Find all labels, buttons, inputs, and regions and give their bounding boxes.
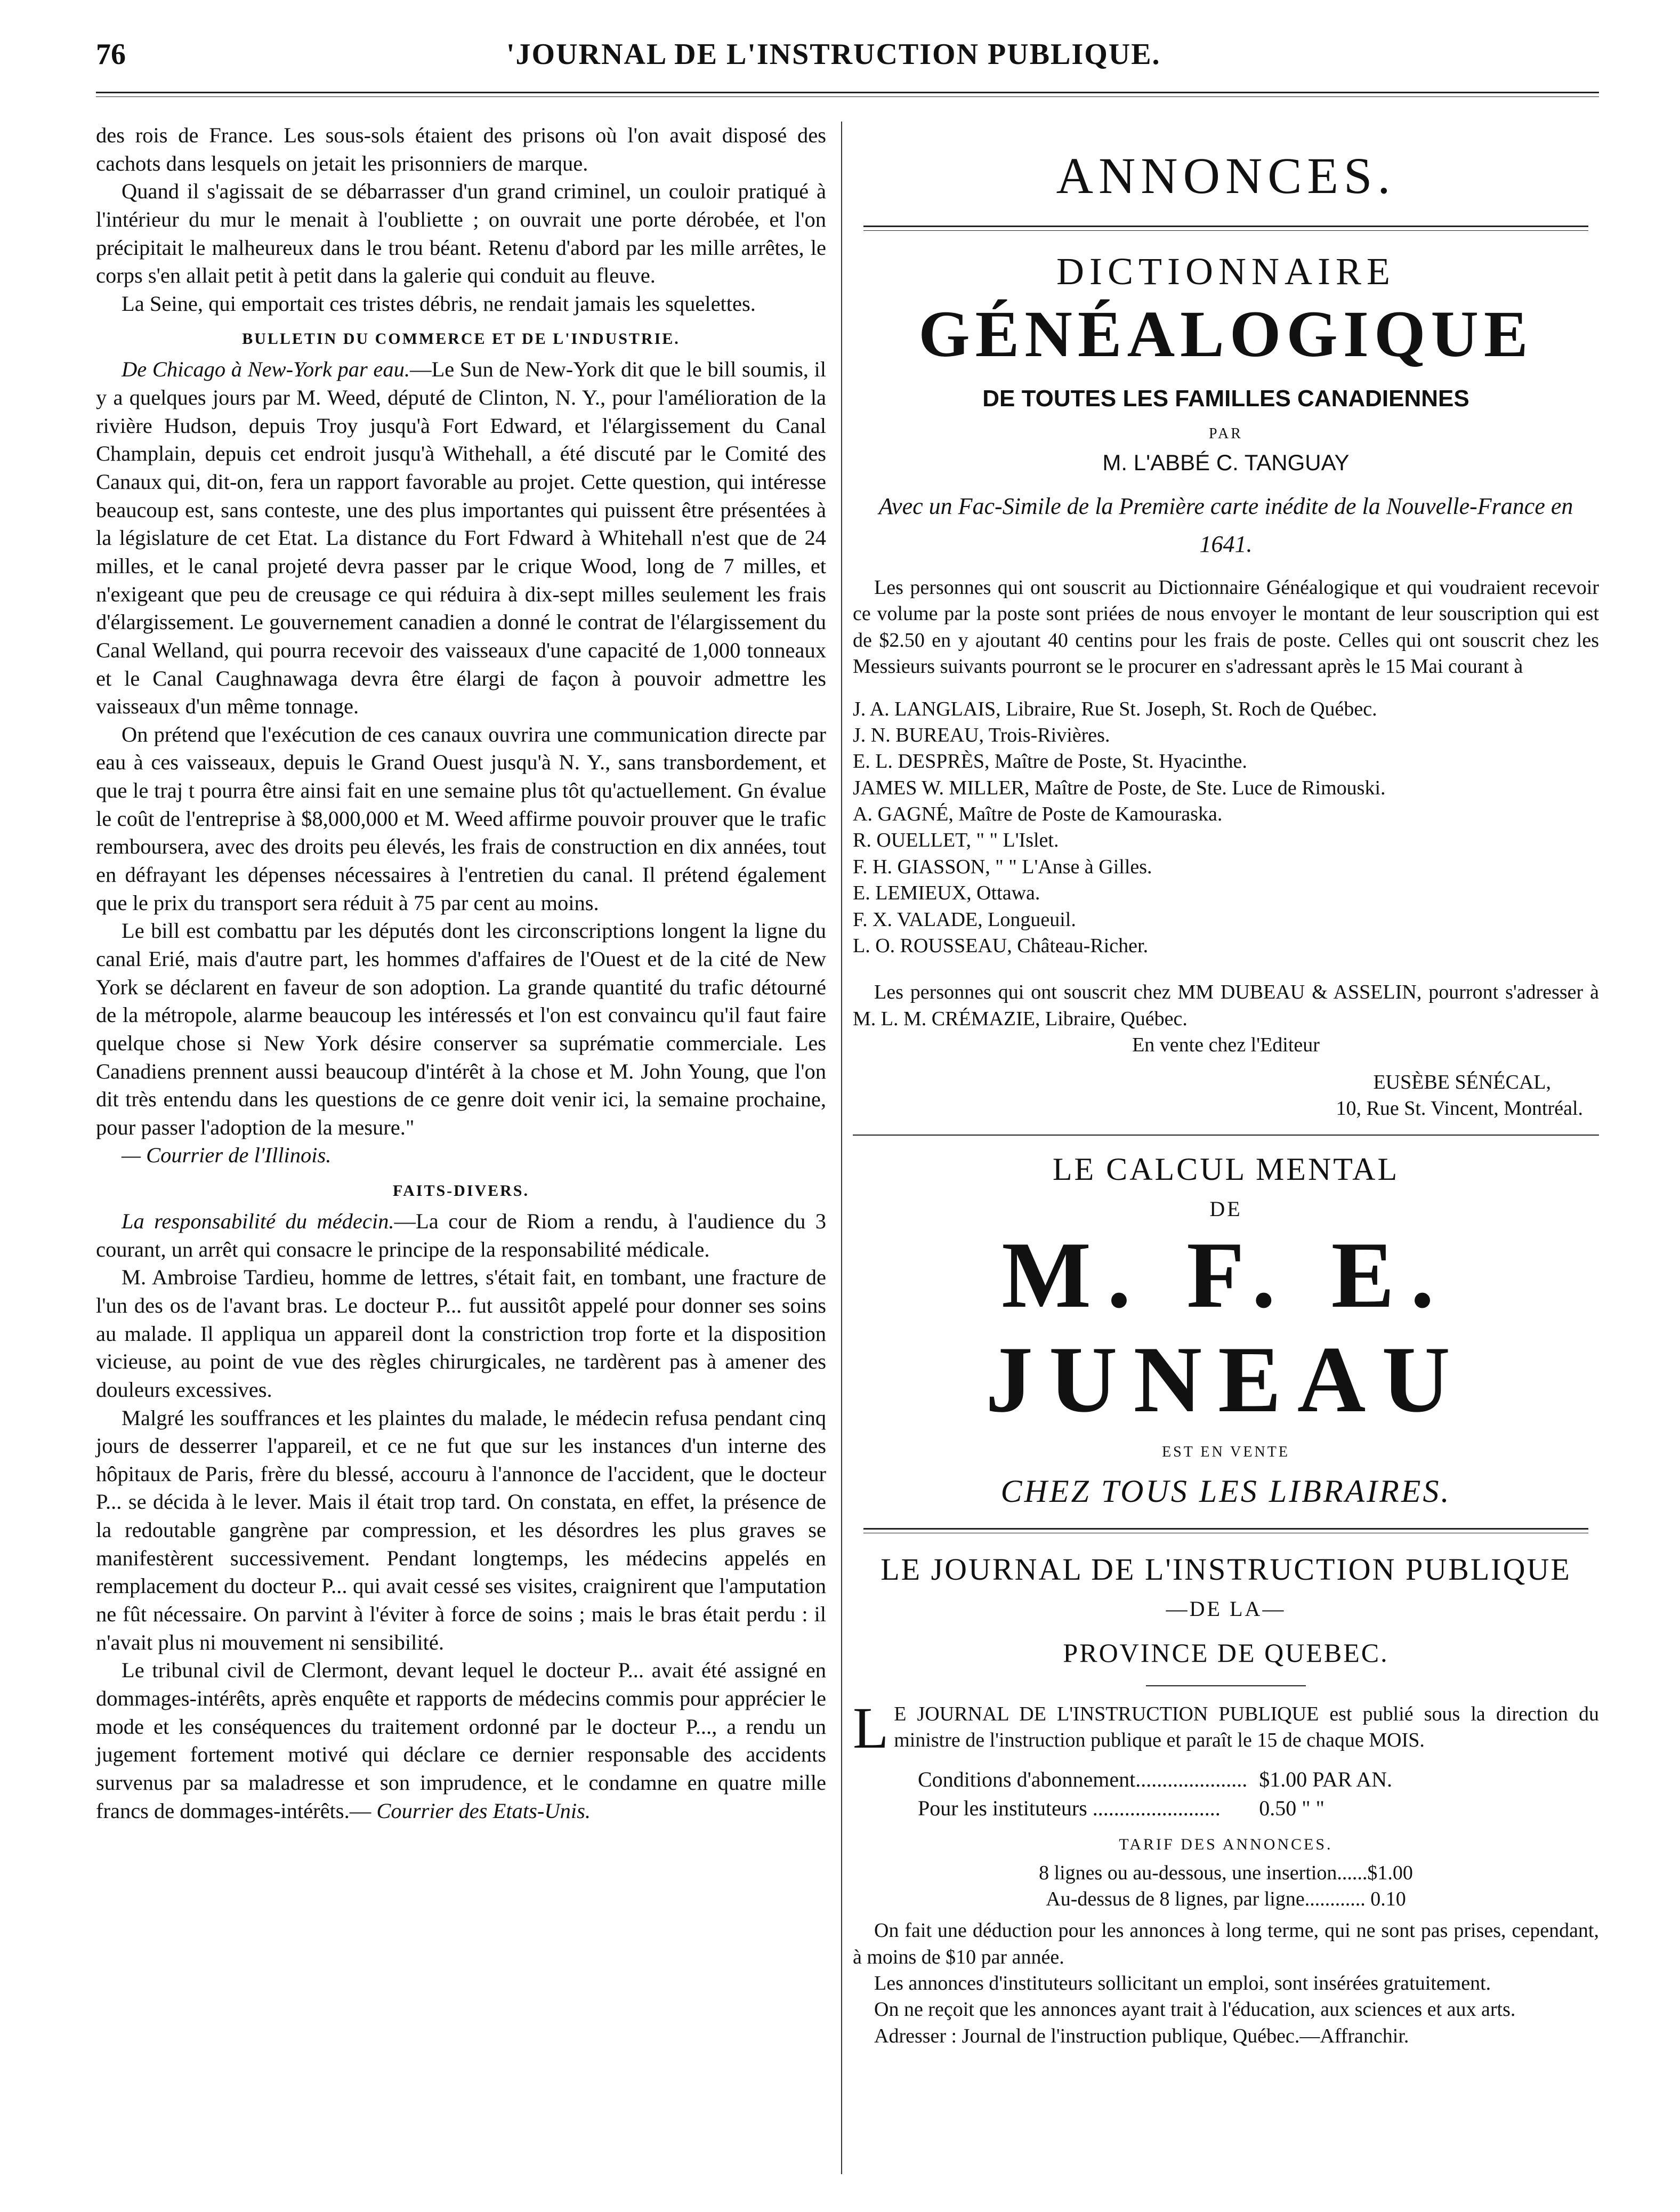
running-title: 'JOURNAL DE L'INSTRUCTION PUBLIQUE.: [506, 38, 1161, 71]
journal-title: LE JOURNAL DE L'INSTRUCTION PUBLIQUE: [881, 1552, 1571, 1587]
subscription-label: Conditions d'abonnement.....................: [918, 1767, 1248, 1791]
faits-divers-heading: FAITS-DIVERS.: [393, 1182, 529, 1200]
est-en-vente: EST EN VENTE: [1162, 1443, 1290, 1460]
list-item: JAMES W. MILLER, Maître de Poste, de Ste. Luce de Rimouski.: [853, 776, 1386, 799]
list-item: F. X. VALADE, Longueuil.: [853, 908, 1076, 931]
faits-paragraph-1: [96, 1208, 826, 1264]
author-name: M. L'ABBÉ C. TANGUAY: [1102, 449, 1350, 475]
publisher-name: EUSÈBE SÉNÉCAL,: [1373, 1071, 1551, 1093]
bulletin-text: —Le Sun de New-York dit que le bill soumis, il y a quelques jours par M. Weed, député de Clinton, N. Y., pour l'amélioration de la rivière Hudson, depuis Troy jusqu'à Fort Edward, et l'élargissement du Canal Champlain, depuis cet endroit jusqu'à Withehall, a été discuté par le Comité des Canaux qui, dit-on, fera un rapport favorable au projet. Cette question, qui intéresse beaucoup est, sans conteste, une des plus importantes qui puissent être présentées à la législature de cet Etat. La distance du Fort Fdward à Whitehall n'est que de 24 milles, et le canal projeté devra passer par le crique Wood, long de 7 milles, et n'exigeant que peu de creusage ce qui réduira à dix-sept milles seulement les frais d'élargissement. Le gouvernement canadien a donné le contrat de l'élargissement du Canal Welland, qui pourra recevoir des vaisseaux d'une capacité de 1,000 tonneaux et le Canal Caughnawaga devra être élargi de façon à pouvoir admettre les vaisseaux d'un même tonnage.: [96, 357, 826, 719]
journal-province: PROVINCE DE QUEBEC.: [1063, 1637, 1389, 1668]
subscription-label: Pour les instituteurs ........................: [918, 1796, 1221, 1820]
divider: [853, 1135, 1599, 1136]
bulletin-paragraph-3: Le bill est combattu par les députés dont les circonscriptions longent la ligne du canal Erié, mais d'autre part, les hommes d'affaires de l'Ouest et de la cité de New York se déclarent en faveur de son adoption. La grande quantité du trafic détourné de la métropole, alarme beaucoup les intéressés et l'on est convaincu qu'il faut faire quelque chose si New York désire conserver sa suprématie commerciale. Les Canadiens prennent aussi beaucoup d'intérêt à la chose et M. John Young, que l'on dit très entendu dans les questions de ce genre doit venir ici, la semaine prochaine, pour passer l'adoption de la mesure.": [96, 919, 826, 1139]
faits-source: Courrier des Etats-Unis.: [376, 1798, 591, 1823]
subscription-table: [911, 1765, 1399, 1823]
list-item: A. GAGNÉ, Maître de Poste de Kamouraska.: [853, 803, 1223, 826]
page-number: 76: [96, 38, 126, 71]
dictionnaire-body: Les personnes qui ont souscrit au Dictionnaire Généalogique et qui voudraient recevoir ce volume par la poste sont priées de nous envoyer le montant de leur souscription qui est de $2.50 en y ajoutant 40 centins pour les frais de poste. Celles qui ont souscrit chez les Messieurs suivants pourront se le procurer en s'adressant après le 15 Mai courant à: [853, 576, 1599, 678]
table-row: [912, 1766, 1398, 1793]
publisher-address: 10, Rue St. Vincent, Montréal.: [1336, 1097, 1583, 1120]
subscription-price: $1.00 PAR AN.: [1259, 1767, 1392, 1791]
par-label: PAR: [1209, 425, 1243, 443]
divider: [863, 226, 1588, 231]
list-item: F. H. GIASSON, " " L'Anse à Gilles.: [853, 855, 1152, 878]
faits-paragraph-3: Malgré les souffrances et les plaintes du malade, le médecin refusa pendant cinq jours de desserrer l'appareil, et ce ne fut que sur les instances d'un interne des hôpitaux de Paris, frère du blessé, accouru à l'annonce de l'accident, que le docteur P... se décida à le lever. Mais il était trop tard. On constata, en effet, la présence de la redoutable gangrène par compression, et les désordres les plus graves se manifestèrent successivement. Pendant longtemps, les médecins appelés en remplacement du docteur P... qui avait cessé ses visites, craignirent que l'amputation ne fût nécessaire. On parvint à l'éviter à force de soins ; mais le bras était perdu : il n'avait plus ni mouvement ni sensibilité.: [96, 1405, 826, 1654]
journal-body: [853, 1695, 1599, 1760]
table-row: [912, 1795, 1398, 1822]
journal-body-text: E JOURNAL DE L'INSTRUCTION PUBLIQUE est publié sous la direction du ministre de l'instruction publique et paraît le 15 de chaque MOIS.: [894, 1702, 1599, 1752]
genealogique-title: GÉNÉALOGIQUE: [918, 297, 1533, 371]
right-column: [853, 122, 1599, 2049]
journal-de-la: —DE LA—: [1166, 1596, 1286, 1621]
calcul-de: DE: [1209, 1197, 1242, 1221]
column-divider: [841, 122, 842, 2174]
list-item: E. LEMIEUX, Ottawa.: [853, 882, 1040, 905]
list-item: R. OUELLET, " " L'Islet.: [853, 829, 1059, 852]
paragraph: des rois de France. Les sous-sols étaient des prisons où l'on avait disposé des cachots dans lesquels on jetait les prisonniers de marque.: [96, 123, 826, 175]
annonces-title: ANNONCES.: [1056, 147, 1396, 204]
tarif-title: TARIF DES ANNONCES.: [1119, 1835, 1333, 1853]
dictionnaire-subtitle: DE TOUTES LES FAMILLES CANADIENNES: [982, 385, 1469, 412]
faits-lead: La responsabilité du médecin.: [122, 1209, 394, 1234]
bulletin-lead: De Chicago à New-York par eau.: [122, 357, 410, 382]
note: On fait une déduction pour les annonces à long terme, qui ne sont pas prises, cependant, à moins de $10 par année.: [853, 1919, 1599, 1968]
note: Adresser : Journal de l'instruction publique, Québec.—Affranchir.: [874, 2024, 1409, 2047]
facsimile-note: Avec un Fac-Simile de la Première carte inédite de la Nouvelle-France en 1641.: [878, 493, 1573, 557]
left-column: [96, 122, 826, 1825]
page-header: [96, 37, 1599, 85]
note: On ne reçoit que les annonces ayant trait à l'éducation, aux sciences et aux arts.: [874, 1998, 1516, 2021]
bulletin-heading: BULLETIN DU COMMERCE ET DE L'INDUSTRIE.: [242, 330, 680, 348]
en-vente: En vente chez l'Editeur: [1132, 1034, 1320, 1057]
bulletin-source: — Courrier de l'Illinois.: [122, 1143, 332, 1168]
dictionnaire-title: DICTIONNAIRE: [1056, 250, 1395, 293]
header-rule: [96, 92, 1599, 97]
list-item: J. N. BUREAU, Trois-Rivières.: [853, 723, 1110, 746]
list-item: L. O. ROUSSEAU, Château-Richer.: [853, 935, 1149, 958]
faits-paragraph-2: M. Ambroise Tardieu, homme de lettres, s'était fait, en tombant, une fracture de l'un des os de l'avant bras. Le docteur P... fut aussitôt appelé pour donner ses soins au malade. Il appliqua un appareil dont la constriction trop forte et la disposition vicieuse, au point de vue des règles chirurgicales, ne tardèrent pas à amener des douleurs excessives.: [96, 1265, 826, 1402]
list-item: E. L. DESPRÈS, Maître de Poste, St. Hyacinthe.: [853, 750, 1247, 773]
subscription-price: 0.50 " ": [1259, 1796, 1324, 1820]
divider: [1146, 1685, 1306, 1686]
dropcap: L: [853, 1695, 889, 1760]
divider: [863, 1528, 1588, 1533]
faits-text: Le tribunal civil de Clermont, devant lequel le docteur P... avait été assigné en dommages-intérêts, après enquête et rapports de médecins commis pour apprécier le mode et les conséquences du traitement ordonné par le docteur P..., a rendu un jugement fortement motivé qui déclare ce dernier responsable des accidents survenus par sa maladresse et son imprudence, et le condamne en quatre mille francs de dommages-intérêts.—: [96, 1658, 826, 1823]
faits-text: —La cour de Riom a rendu, à l'audience du 3 courant, un arrêt qui consacre le principe de la responsabilité médicale.: [96, 1209, 826, 1261]
tarif-line: 8 lignes ou au-dessous, une insertion......$1.00: [1039, 1861, 1413, 1884]
dubeau-note: Les personnes qui ont souscrit chez MM DUBEAU & ASSELIN, pourront s'adresser à M. L. M. CRÉMAZIE, Libraire, Québec.: [853, 981, 1599, 1030]
juneau-title: M. F. E. JUNEAU: [986, 1222, 1466, 1433]
list-item: J. A. LANGLAIS, Libraire, Rue St. Joseph, St. Roch de Québec.: [853, 697, 1377, 720]
faits-paragraph-4: [96, 1656, 826, 1825]
bulletin-paragraph-2: On prétend que l'exécution de ces canaux ouvrira une communication directe par eau à ces vaisseaux, depuis le Grand Ouest jusqu'à N. Y., sans transbordement, et que le traj t pourra être ainsi fait en une semaine plus tôt qu'actuellement. Gn évalue le coût de l'entreprise à $8,000,000 et M. Weed affirme pouvoir prouver que le trafic remboursera, avec des droits peu élevés, les frais de construction en dix années, tout en défrayant les dépenses nécessaires à l'entretien du canal. Il prétend également que le prix du transport sera réduit à 75 par cent au moins.: [96, 722, 826, 915]
paragraph: La Seine, qui emportait ces tristes débris, ne rendait jamais les squelettes.: [122, 291, 756, 316]
vendor-list: [853, 696, 1599, 960]
tarif-line: Au-dessus de 8 lignes, par ligne............ 0.10: [1046, 1887, 1406, 1910]
paragraph: Quand il s'agissait de se débarrasser d'un grand criminel, un couloir pratiqué à l'intérieur du mur le menait à l'oubliette ; on ouvrait une porte dérobée, et l'on précipitait le malheureux dans le trou béant. Retenu d'abord par les mille arrêtes, le corps s'en allait petit à petit dans la galerie qui conduit au fleuve.: [96, 179, 826, 288]
chez-tous-libraires: CHEZ TOUS LES LIBRAIRES.: [1000, 1474, 1451, 1509]
note: Les annonces d'instituteurs sollicitant un emploi, sont insérées gratuitement.: [874, 1972, 1491, 1995]
bulletin-paragraph-1: [96, 356, 826, 720]
calcul-mental-title: LE CALCUL MENTAL: [1052, 1152, 1400, 1187]
